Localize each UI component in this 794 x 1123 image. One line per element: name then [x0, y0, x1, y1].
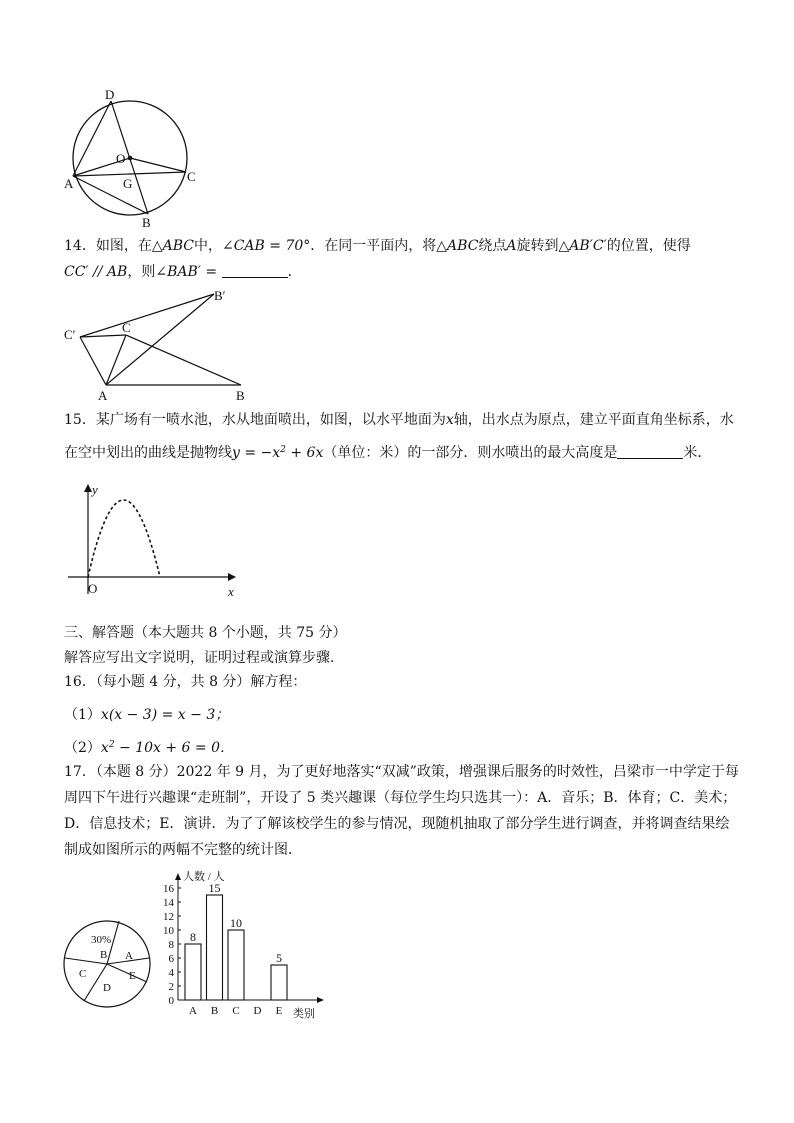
q14-line1: 14．如图，在△ABC中，∠CAB = 70°．在同一平面内，将△ABC绕点A旋转到△AB′C′的位置，使得 — [64, 238, 691, 254]
bar-C — [228, 930, 244, 1000]
y-tick-label: 14 — [163, 897, 174, 909]
section-desc: 解答应写出文字说明，证明过程或演算步骤． — [64, 650, 344, 666]
section-title: 三、解答题（本大题共 8 个小题，共 75 分） — [64, 625, 347, 641]
x-tick-label-A: A — [189, 1005, 197, 1017]
pie-label-E: E — [129, 970, 136, 982]
bar-B — [207, 895, 223, 1000]
q16-part2: $(2)x^2 - 10x + 6 = 0$． — [64, 740, 234, 756]
pie-label-C: C — [79, 968, 87, 980]
q16-head: 16．（每小题 4 分，共 8 分）解方程： — [64, 674, 307, 690]
y-tick-label: 2 — [168, 981, 174, 993]
y-tick-label: 0 — [168, 995, 174, 1007]
label-Bprime: B′ — [214, 288, 226, 303]
y-tick-label: 12 — [163, 911, 174, 923]
q17-line2: 周四下午进行兴趣课“走班制”，开设了 5 类兴趣课（每位学生均只选其一）：A．音乐；B．体育；C．美术； — [64, 790, 737, 806]
q17-line4: 制成如图所示的两幅不完整的统计图． — [64, 842, 302, 858]
q14-line2: CC′ // AB，则∠BAB′ = ． — [64, 264, 302, 280]
y-tick-label: 6 — [168, 953, 174, 965]
answer-blank-15[interactable] — [617, 444, 683, 459]
bar-E — [271, 965, 287, 1000]
x-axis-arrow — [228, 573, 236, 581]
bar-A — [185, 944, 201, 1000]
label-x: x — [228, 584, 234, 599]
bar-value-label-E: 5 — [276, 951, 282, 965]
x-tick-label-D: D — [253, 1005, 262, 1017]
parabola-formula: $y = -x^2 + 6x$ — [232, 445, 324, 461]
q16-part1: （1）x(x − 3) = x − 3； — [64, 707, 230, 723]
bar-value-label-A: 8 — [190, 930, 196, 944]
label-O: O — [116, 151, 126, 166]
pie-label-B: B — [100, 949, 108, 961]
label-D: D — [105, 87, 115, 102]
pie-label-A: A — [125, 950, 133, 962]
q17-line3: D．信息技术；E．演讲．为了了解该校学生的参与情况，现随机抽取了部分学生进行调查，并将调查结果绘 — [64, 816, 730, 832]
label-O: O — [88, 581, 98, 596]
y-tick-label: 8 — [168, 939, 174, 951]
y-tick-label: 10 — [163, 925, 174, 937]
q15-line2: 在空中划出的曲线是抛物线$y = -x^2 + 6x$（单位：米）的一部分．则水喷出的最大高度是 米． — [64, 445, 712, 461]
pie-percent: 30% — [91, 934, 112, 946]
label-B: B — [236, 388, 245, 403]
parabola-curve — [88, 500, 160, 577]
label-C: C — [187, 169, 196, 184]
label-B: B — [142, 215, 151, 230]
y-tick-label: 16 — [163, 883, 174, 895]
y-axis-arrow — [84, 484, 92, 492]
bar-value-label-C: 10 — [230, 916, 242, 930]
x-tick-label-E: E — [275, 1005, 283, 1017]
bar-y-axis-arrow — [175, 873, 181, 880]
center-dot — [128, 156, 133, 161]
rotation-figure — [60, 286, 260, 406]
bar-y-label: 人数 / 人 — [183, 871, 225, 883]
label-Cprime: C′ — [64, 327, 76, 342]
label-A: A — [98, 388, 108, 403]
x-tick-label-C: C — [232, 1005, 240, 1017]
label-y: y — [92, 482, 98, 497]
y-tick-label: 4 — [168, 967, 174, 979]
bar-x-axis-arrow — [317, 997, 324, 1003]
triangle-lines — [80, 294, 241, 385]
answer-blank-14[interactable] — [222, 263, 288, 278]
pie-label-D: D — [103, 982, 111, 994]
q15-line1: 15．某广场有一喷水池，水从地面喷出，如图，以水平地面为x轴，出水点为原点，建立平面直角坐标系，水 — [64, 412, 734, 428]
bar-value-label-B: 15 — [208, 881, 221, 895]
parabola-figure — [64, 480, 244, 600]
label-C: C — [122, 320, 131, 335]
bar-x-label: 类别 — [293, 1008, 315, 1020]
q17-line1: 17．（本题 8 分）2022 年 9 月，为了更好地落实“双减”政策，增强课后服务的时效性，吕梁市一中学定于每 — [64, 764, 739, 780]
label-G: G — [123, 176, 133, 191]
x-tick-label-B: B — [210, 1005, 219, 1017]
label-A: A — [64, 176, 74, 191]
circle-figure — [60, 88, 210, 234]
bar-chart — [140, 864, 330, 1024]
